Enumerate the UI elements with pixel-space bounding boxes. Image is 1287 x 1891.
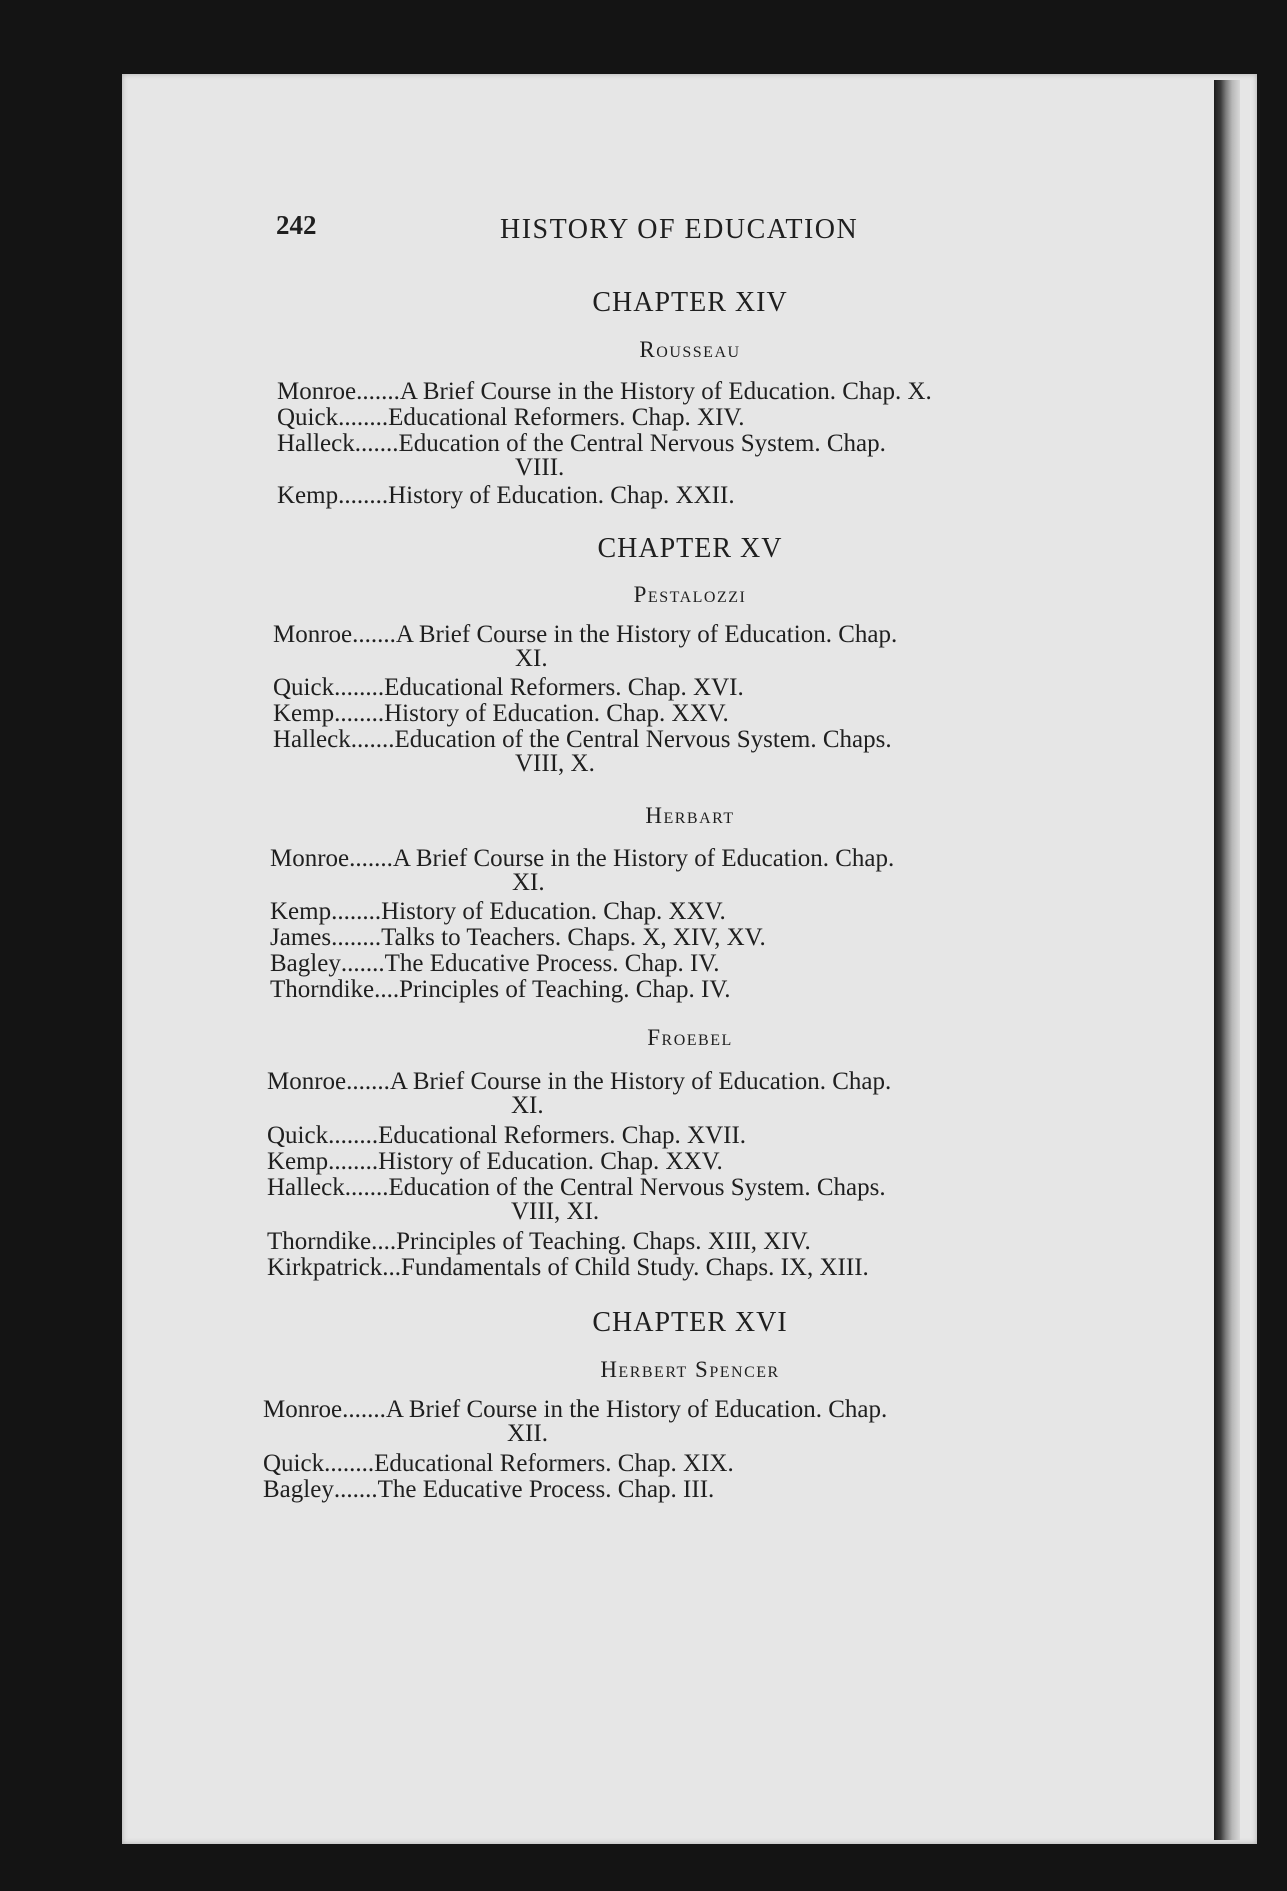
entry-text: History of Education. Chap. XXV. (378, 1148, 723, 1175)
entry-continuation: XII. (507, 1420, 548, 1447)
entry-author: Thorndike (270, 976, 375, 1003)
entry-leader: ....... (340, 950, 385, 977)
chapter-heading: CHAPTER XVI (592, 1307, 788, 1338)
bibliography-entry (277, 430, 886, 481)
bibliography-entry (273, 700, 729, 728)
running-title: HISTORY OF EDUCATION (500, 214, 859, 245)
entry-text: The Educative Process. Chap. III. (377, 1476, 715, 1503)
entry-leader: ....... (350, 726, 395, 753)
entry-continuation: XI. (511, 1092, 544, 1119)
bibliography-entry (273, 621, 898, 672)
entry-leader: ........ (331, 924, 382, 951)
entry-author: Quick (273, 674, 335, 701)
entry-author: Monroe (270, 845, 350, 872)
bibliography-entry (267, 1068, 892, 1119)
entry-leader: ....... (356, 378, 400, 405)
entry-leader: ....... (352, 621, 396, 648)
entry-author: Kemp (277, 482, 339, 509)
entry-text: History of Education. Chap. XXII. (388, 482, 735, 509)
entry-author: Monroe (273, 621, 353, 648)
entry-text: History of Education. Chap. XXV. (384, 700, 729, 727)
bibliography-entry (267, 1122, 746, 1150)
bibliography-entry (267, 1148, 723, 1176)
entry-continuation: XI. (515, 645, 548, 672)
entry-continuation: XI. (512, 869, 545, 896)
bibliography-entry (267, 1254, 869, 1282)
entry-author: Kemp (270, 898, 332, 925)
entry-author: James (270, 924, 332, 951)
entry-leader: ........ (338, 482, 389, 509)
entry-text: History of Education. Chap. XXV. (381, 898, 726, 925)
bibliography-entry (277, 404, 745, 432)
entry-text: Principles of Teaching. Chap. IV. (399, 976, 731, 1003)
entry-author: Bagley (270, 950, 341, 977)
bibliography-entry (273, 726, 892, 777)
entry-text: Educational Reformers. Chap. XVI. (384, 674, 744, 701)
entry-leader: ....... (349, 845, 393, 872)
bibliography-entry (267, 1228, 811, 1256)
entry-leader: ........ (328, 1148, 379, 1175)
entry-author: Halleck (277, 430, 355, 457)
bibliography-entry (270, 845, 895, 896)
entry-text: Talks to Teachers. Chaps. X, XIV, XV. (381, 924, 766, 951)
bibliography-entry (270, 976, 730, 1004)
entry-leader: ........ (328, 1122, 379, 1149)
entry-author: Halleck (267, 1174, 345, 1201)
entry-leader: ........ (338, 404, 389, 431)
entry-leader: ....... (344, 1174, 389, 1201)
entry-text: The Educative Process. Chap. IV. (384, 950, 720, 977)
entry-text: Principles of Teaching. Chaps. XIII, XIV. (396, 1228, 811, 1255)
entry-text: Educational Reformers. Chap. XIX. (374, 1450, 734, 1477)
entry-author: Kemp (267, 1148, 329, 1175)
chapter-heading: CHAPTER XV (597, 533, 783, 564)
entry-text: Educational Reformers. Chap. XVII. (378, 1122, 747, 1149)
entry-leader: ... (382, 1254, 401, 1281)
entry-text: A Brief Course in the History of Education. Chap. (385, 1396, 888, 1423)
entry-author: Kirkpatrick (267, 1254, 383, 1281)
bibliography-entry (270, 950, 719, 978)
bibliography-entry (277, 482, 735, 510)
section-heading: Pestalozzi (633, 582, 747, 607)
section-heading: Froebel (647, 1025, 733, 1050)
bibliography-entry (263, 1450, 734, 1478)
entry-leader: ....... (333, 1476, 378, 1503)
entry-text: Educational Reformers. Chap. XIV. (388, 404, 745, 431)
entry-author: Quick (267, 1122, 329, 1149)
entry-author: Monroe (277, 378, 357, 405)
entry-author: Quick (277, 404, 339, 431)
entry-leader: ........ (334, 700, 385, 727)
entry-text: A Brief Course in the History of Education. Chap. (392, 845, 895, 872)
section-heading: Rousseau (639, 337, 741, 362)
bibliography-entry (263, 1396, 888, 1447)
bibliography-entry (270, 924, 766, 952)
entry-leader: ....... (342, 1396, 386, 1423)
entry-text: Education of the Central Nervous System. Chap. (398, 430, 886, 457)
entry-text: A Brief Course in the History of Education. Chap. (389, 1068, 892, 1095)
bibliography-entry (270, 898, 726, 926)
bibliography-entry (263, 1476, 714, 1504)
entry-author: Kemp (273, 700, 335, 727)
entry-continuation: VIII, X. (515, 750, 595, 777)
entry-text: A Brief Course in the History of Education. Chap. X. (399, 378, 932, 405)
entry-text: A Brief Course in the History of Education. Chap. (395, 621, 898, 648)
entry-author: Thorndike (267, 1228, 372, 1255)
chapter-heading: CHAPTER XIV (592, 287, 788, 318)
entry-text: Fundamentals of Child Study. Chaps. IX, XIII. (400, 1254, 869, 1281)
entry-leader: .... (374, 976, 400, 1003)
entry-leader: ........ (331, 898, 382, 925)
entry-leader: ........ (334, 674, 385, 701)
entry-leader: ........ (324, 1450, 375, 1477)
entry-author: Halleck (273, 726, 351, 753)
section-heading: Herbert Spencer (600, 1357, 780, 1382)
entry-continuation: VIII. (515, 454, 565, 481)
bibliography-entry (277, 378, 932, 406)
entry-leader: ....... (346, 1068, 390, 1095)
entry-text: Education of the Central Nervous System. Chaps. (388, 1174, 886, 1201)
entry-author: Quick (263, 1450, 325, 1477)
section-heading: Herbart (645, 803, 735, 828)
bibliography-entry (273, 674, 744, 702)
entry-continuation: VIII, XI. (511, 1198, 600, 1225)
bibliography-entry (267, 1174, 886, 1225)
entry-author: Bagley (263, 1476, 334, 1503)
page-number: 242 (276, 210, 317, 240)
entry-leader: .... (371, 1228, 397, 1255)
entry-leader: ....... (354, 430, 399, 457)
entry-text: Education of the Central Nervous System. Chaps. (394, 726, 892, 753)
entry-author: Monroe (267, 1068, 347, 1095)
entry-author: Monroe (263, 1396, 343, 1423)
